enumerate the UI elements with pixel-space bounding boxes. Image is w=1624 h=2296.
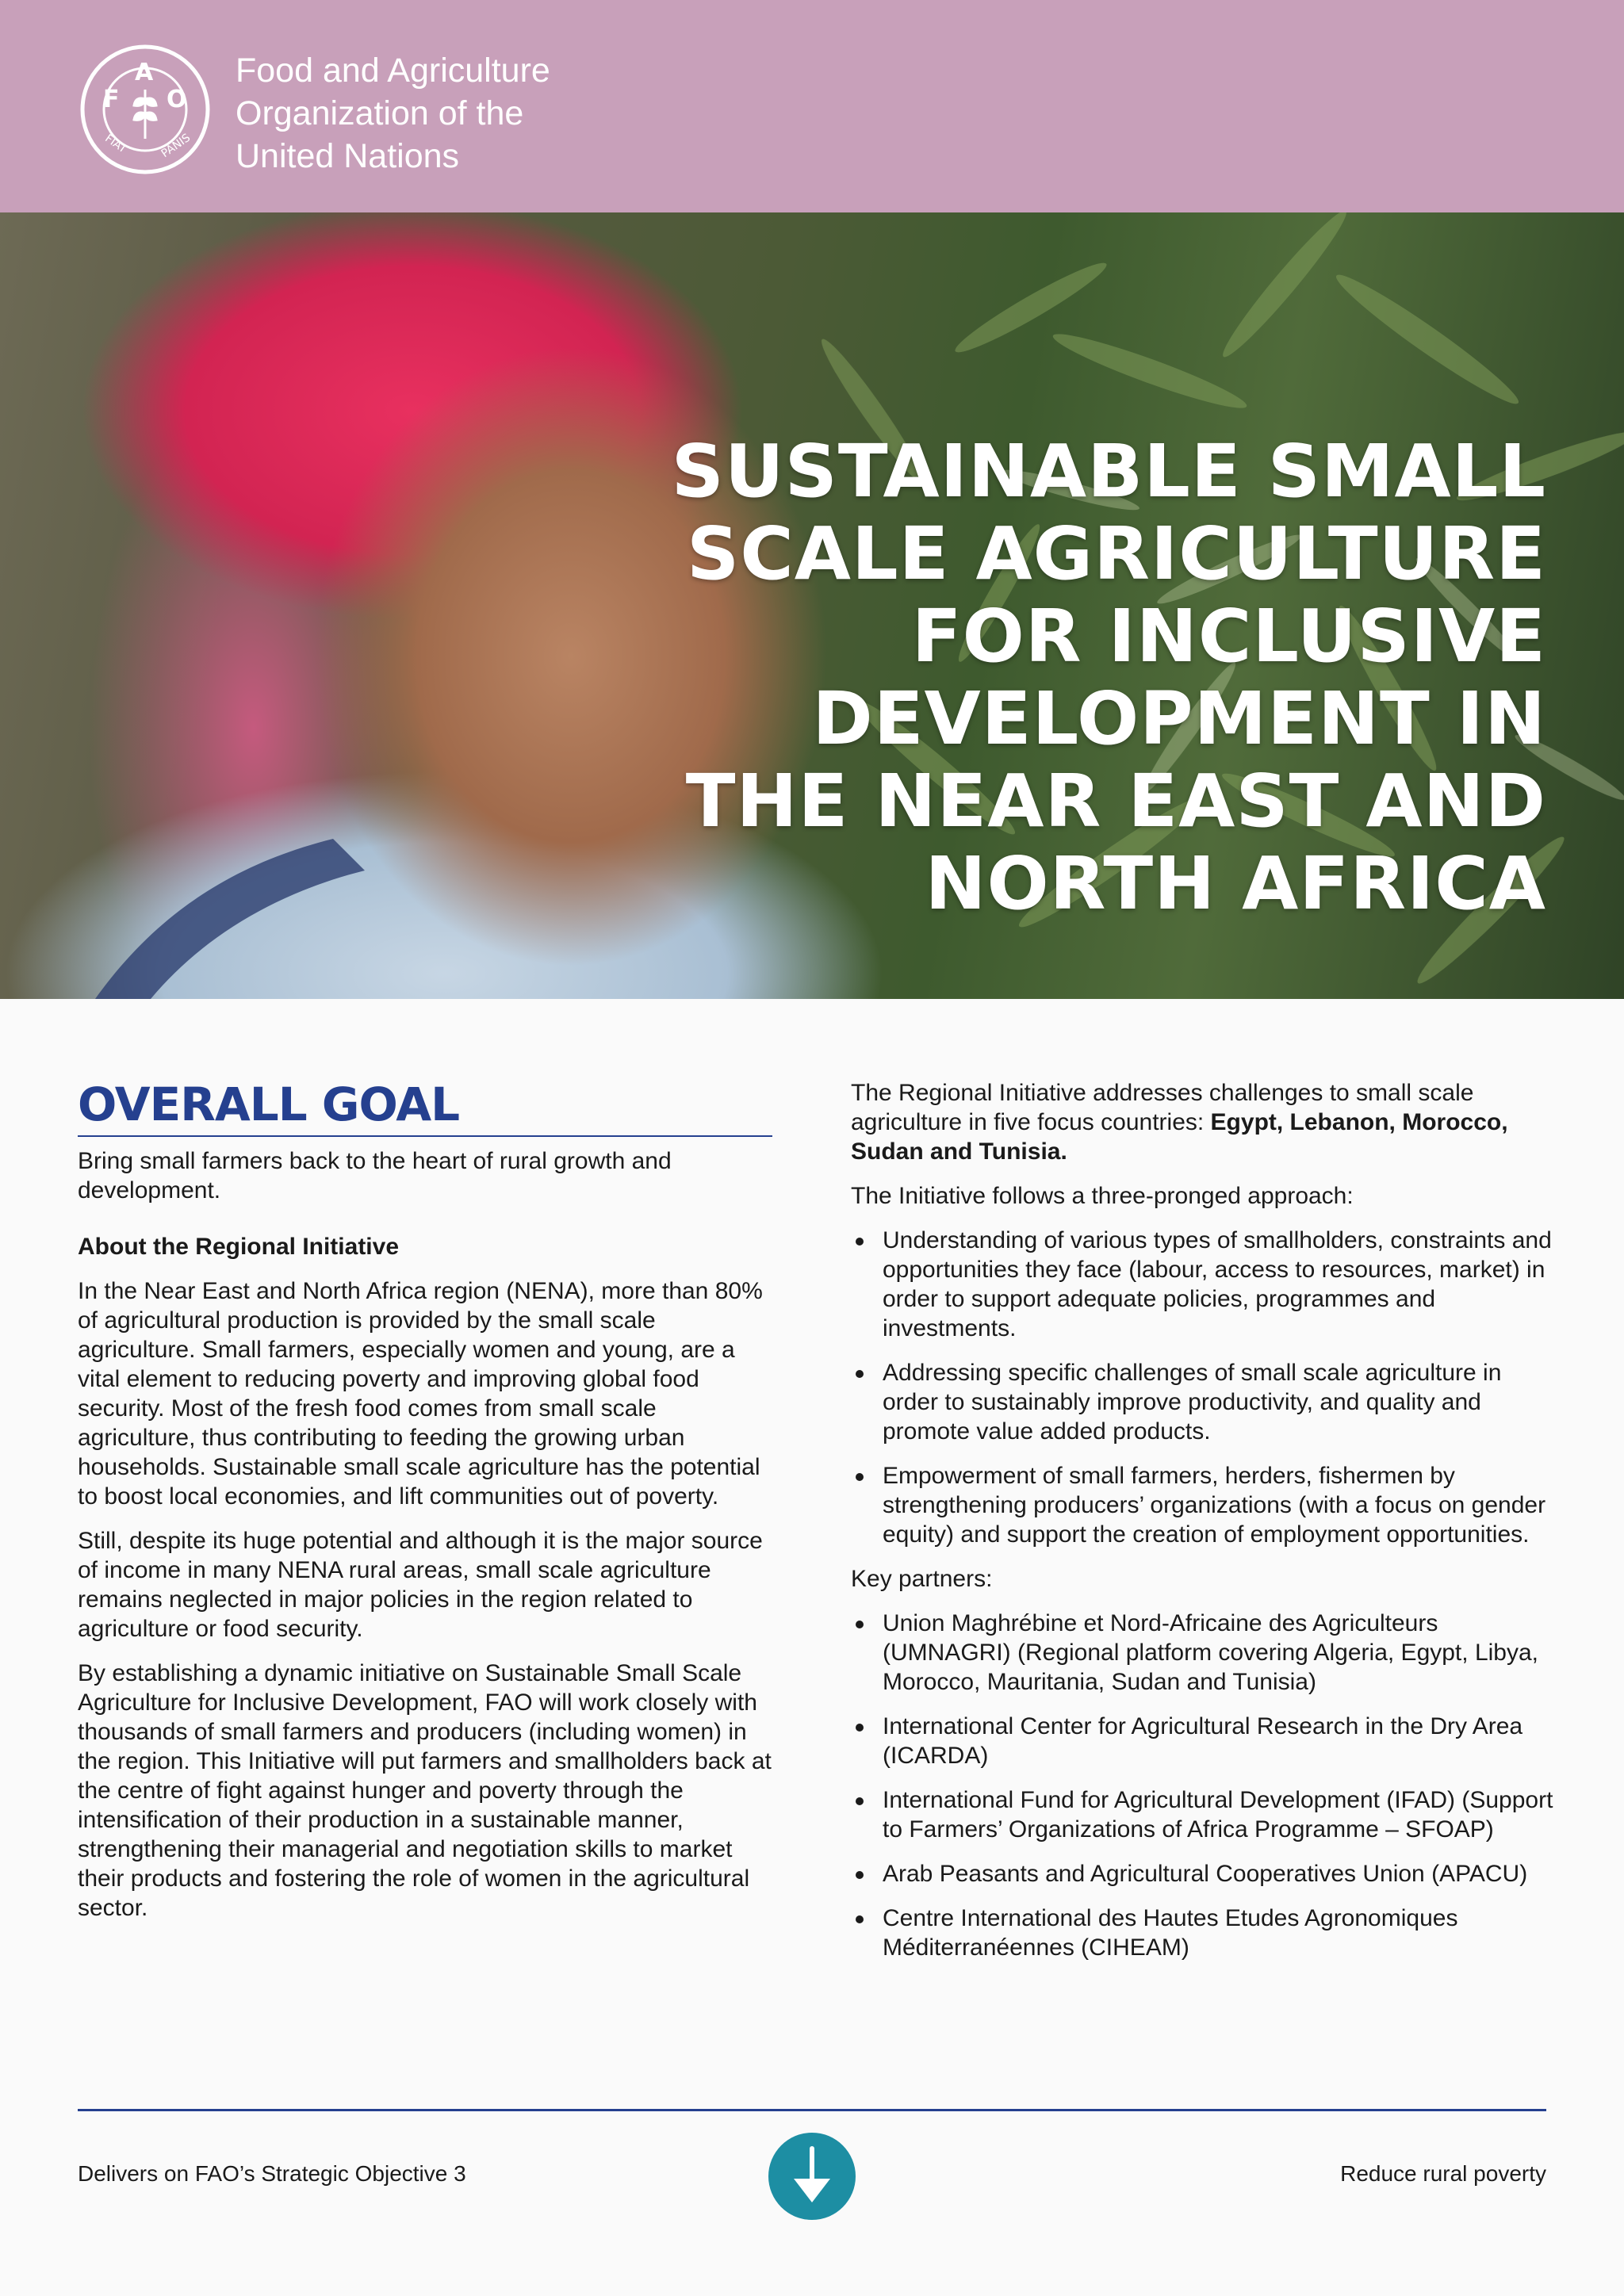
approach-list [851, 1226, 1557, 1549]
hero-title [436, 430, 1546, 925]
partners-list [851, 1609, 1557, 1962]
org-name-line2: Organization of the [236, 94, 524, 132]
hero-title-line1: SUSTAINABLE SMALL [671, 429, 1546, 514]
strategic-objective-badge [768, 2133, 856, 2220]
svg-text:PANIS: PANIS [159, 131, 193, 161]
list-item [851, 1609, 1557, 1697]
objective-name-text: Reduce rural poverty [1340, 2161, 1546, 2186]
bullet-icon [856, 1871, 864, 1879]
hero-photo [0, 212, 1624, 999]
svg-text:FIAT: FIAT [102, 132, 129, 156]
about-paragraph-3: By establishing a dynamic initiative on Sustainable Small Scale Agriculture for Inclusive Development, FAO will work closely with thousands of small farmers and producers (including women) in the region. This Initiative will put farmers and smallholders back at the centre of fight against hunger and poverty through the intensification of their production in a sustainable manner, strengthening their managerial and negotiation skills to market their products and fostering the role of women in the agricultural sector. [78, 1660, 772, 1921]
bullet-icon [856, 1915, 864, 1923]
list-item [851, 1712, 1557, 1770]
focus-countries-list: Egypt, Lebanon, Morocco, Sudan and Tunisia. [851, 1109, 1508, 1165]
hero-title-line4: DEVELOPMENT IN [812, 676, 1546, 761]
bullet-icon [856, 1370, 864, 1378]
footer-divider [78, 2109, 1546, 2111]
focus-countries-intro: The Regional Initiative addresses challenges to small scale agriculture in five focus countries: [851, 1080, 1474, 1135]
overall-goal-heading: OVERALL GOAL [78, 1077, 460, 1131]
header-band [0, 0, 1624, 212]
strategic-objective-text: Delivers on FAO’s Strategic Objective 3 [78, 2161, 466, 2186]
approach-item-3: Empowerment of small farmers, herders, fishermen by strengthening producers’ organizations (with a focus on gender equity) and support the creation of employment opportunities. [883, 1463, 1546, 1548]
svg-text:F: F [103, 86, 120, 113]
down-arrow-icon [768, 2133, 856, 2220]
bullet-icon [856, 1238, 864, 1246]
right-column [851, 1078, 1557, 1977]
about-paragraph-2: Still, despite its huge potential and although it is the major source of income in many NENA rural areas, small scale agriculture remains neglected in major policies in the region related to agriculture or food security. [78, 1528, 763, 1642]
svg-text:O: O [167, 86, 187, 113]
organization-name [236, 49, 550, 178]
left-column [78, 1078, 772, 1938]
hero-title-line6: NORTH AFRICA [925, 841, 1546, 926]
partner-item-5: Centre International des Hautes Etudes Agronomiques Méditerranéennes (CIHEAM) [883, 1905, 1458, 1961]
org-name-line3: United Nations [236, 137, 460, 175]
list-item [851, 1859, 1557, 1888]
about-paragraph-1: In the Near East and North Africa region (NENA), more than 80% of agricultural production is provided by the small scale agriculture. Small farmers, especially women and young, are a vital element to reducing poverty and improving global food security. Most of the fresh food comes from small scale agriculture, thus contributing to feeding the growing urban households. Sustainable small scale agriculture has the potential to boost local economies, and lift communities out of poverty. [78, 1278, 763, 1510]
partner-item-2: International Center for Agricultural Research in the Dry Area (ICARDA) [883, 1713, 1523, 1769]
overall-goal-text: Bring small farmers back to the heart of rural growth and development. [78, 1148, 672, 1203]
list-item [851, 1461, 1557, 1549]
hero-title-line5: THE NEAR EAST AND [685, 759, 1546, 844]
bullet-icon [856, 1621, 864, 1628]
about-initiative-heading: About the Regional Initiative [78, 1234, 400, 1260]
bullet-icon [856, 1797, 864, 1805]
list-item [851, 1226, 1557, 1343]
list-item [851, 1904, 1557, 1962]
bullet-icon [856, 1724, 864, 1732]
partner-item-4: Arab Peasants and Agricultural Cooperatives Union (APACU) [883, 1861, 1528, 1887]
svg-text:A: A [135, 59, 154, 86]
fao-logo [79, 44, 211, 175]
focus-countries-text [851, 1078, 1557, 1166]
partner-item-3: International Fund for Agricultural Development (IFAD) (Support to Farmers’ Organizations of Africa Programme – SFOAP) [883, 1787, 1553, 1843]
approach-intro: The Initiative follows a three-pronged approach: [851, 1183, 1354, 1209]
hero-title-line2: SCALE AGRICULTURE [686, 511, 1546, 596]
partners-intro: Key partners: [851, 1566, 993, 1592]
list-item [851, 1358, 1557, 1446]
org-name-line1: Food and Agriculture [236, 52, 550, 90]
heading-divider [78, 1135, 772, 1137]
hero-title-line3: FOR INCLUSIVE [911, 594, 1546, 679]
approach-item-1: Understanding of various types of smallholders, constraints and opportunities they face (labour, access to resources, market) in order to support adequate policies, programmes and investments. [883, 1227, 1552, 1341]
list-item [851, 1785, 1557, 1844]
partner-item-1: Union Maghrébine et Nord-Africaine des Agriculteurs (UMNAGRI) (Regional platform covering Algeria, Egypt, Libya, Morocco, Mauritania, Sudan and Tunisia) [883, 1610, 1538, 1695]
approach-item-2: Addressing specific challenges of small scale agriculture in order to sustainably improve productivity, and quality and promote value added products. [883, 1360, 1502, 1445]
bullet-icon [856, 1473, 864, 1481]
